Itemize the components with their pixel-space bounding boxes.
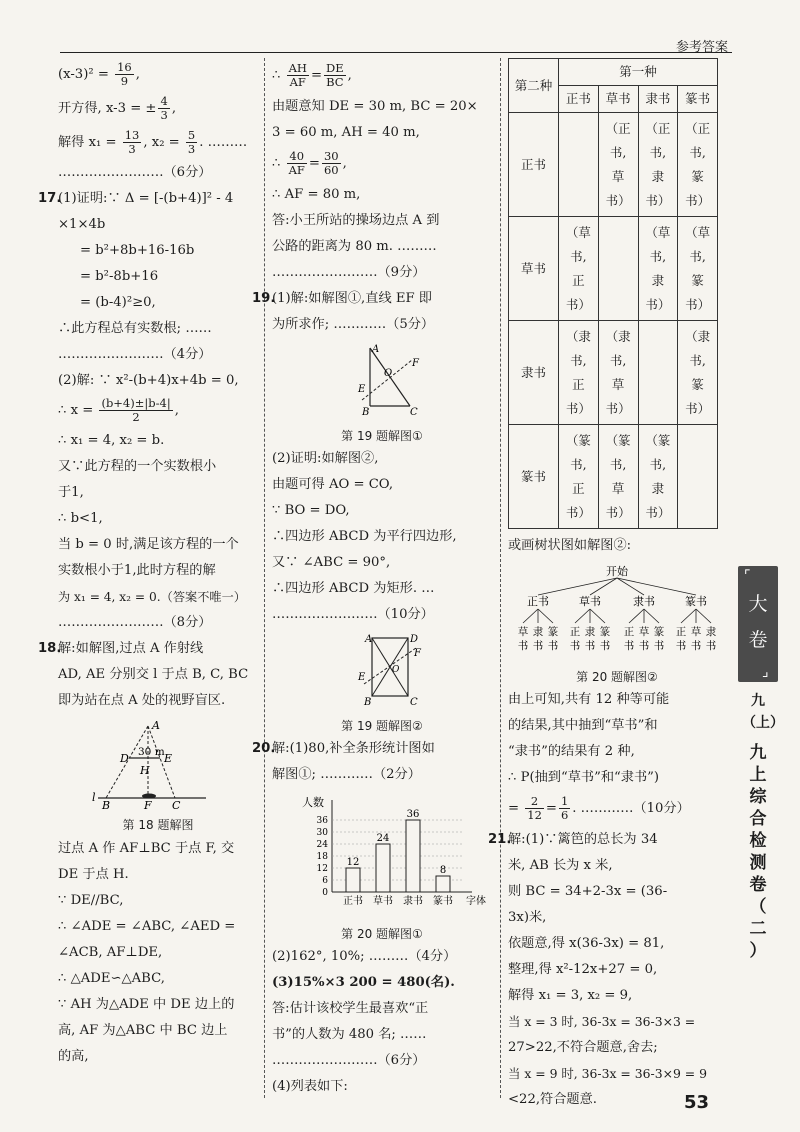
- text-line: ∵ AH 为△ADE 中 DE 边上的: [58, 997, 235, 1012]
- side-title-char: 测: [749, 853, 767, 873]
- text-line: ×1×4b: [58, 217, 106, 232]
- y-tick-label: 12: [316, 864, 328, 874]
- tree-leaf: 书: [638, 640, 650, 652]
- point-label: E: [358, 672, 366, 683]
- bar-value-label: 36: [406, 809, 420, 820]
- tree-leaf: 正: [675, 626, 687, 638]
- y-axis-label: 人数: [302, 796, 324, 809]
- table-cell: （隶 书, 草 书）: [598, 321, 638, 425]
- table-cell: [598, 217, 638, 321]
- table-cell: （篆 书, 隶 书）: [638, 425, 678, 529]
- tree-branch: [575, 609, 590, 623]
- point-label: D: [120, 752, 129, 765]
- tree-root: 开始: [606, 565, 628, 578]
- text-line: 3 = 60 m, AH = 40 m,: [272, 125, 420, 140]
- y-tick-label: 36: [316, 816, 328, 826]
- text-line: (2)证明:如解图②,: [272, 451, 379, 466]
- table-cell: （正 书, 隶 书）: [638, 113, 678, 217]
- q20-chart: [272, 792, 492, 942]
- text-line: 由题可得 AO = CO,: [272, 477, 394, 492]
- eq-line: (x-3)² = $\frac{16}{9}$ ,: [58, 60, 140, 88]
- point-label: B: [362, 407, 370, 418]
- bar: [436, 876, 450, 892]
- text-line: 又∵此方程的一个实数根小: [58, 459, 217, 474]
- tree-leaf: 书: [690, 640, 702, 652]
- text-line: (4)列表如下:: [272, 1079, 348, 1094]
- measure-label: 30 m: [138, 746, 165, 758]
- q21-line: 21.解:(1)∵篱笆的总长为 34: [508, 827, 726, 853]
- side-title-char: 二: [749, 919, 767, 939]
- text-line: 的高,: [58, 1049, 89, 1064]
- side-title-char: 九: [749, 743, 767, 763]
- table-cell: （草 书, 隶 书）: [638, 217, 678, 321]
- text-line: (2)解: ∵ x²-(b+4)x+4b = 0,: [58, 373, 239, 388]
- y-tick-label: 30: [316, 828, 328, 838]
- bar-value-label: 12: [346, 857, 360, 868]
- q19-diagram-1: [272, 342, 492, 418]
- text-line: 3x)米,: [508, 910, 547, 925]
- tree-leaf: 书: [532, 640, 544, 652]
- tree-branch: [696, 609, 711, 623]
- table-cell: （隶 书, 篆 书）: [678, 321, 718, 425]
- bar: [376, 844, 390, 892]
- tree-leaf: 书: [705, 640, 717, 652]
- tree-branch: [617, 578, 696, 595]
- header-cell: 隶书: [638, 86, 678, 113]
- score-line: ……………………（8分）: [58, 615, 212, 630]
- tree-leaf: 草: [517, 626, 529, 638]
- text-line: ∠ACB, AF⊥DE,: [58, 945, 163, 960]
- table-cell: [638, 321, 678, 425]
- question-number: 17.: [38, 191, 62, 206]
- text-line: ∴ x₁ = 4, x₂ = b.: [58, 433, 165, 448]
- text-line: 即为站在点 A 处的视野盲区.: [58, 693, 226, 708]
- tree-figure: [508, 563, 726, 685]
- header-cell: 草书: [598, 86, 638, 113]
- score-line: (2)162°, 10%; ………（4分）: [272, 949, 457, 964]
- side-title-char: 上: [749, 765, 767, 785]
- table-cell: （草 书, 篆 书）: [678, 217, 718, 321]
- column-3: [488, 58, 726, 1113]
- table-cell: （篆 书, 正 书）: [559, 425, 599, 529]
- point-label: E: [164, 752, 173, 765]
- score-line: ……………………（4分）: [58, 347, 212, 362]
- x-axis-label: 字体: [466, 896, 486, 907]
- tree-leaf: 书: [584, 640, 596, 652]
- table-cell: [559, 113, 599, 217]
- text-line: ∴此方程总有实数根; ……: [58, 321, 212, 336]
- tree-branch: [590, 609, 605, 623]
- text-line: 的结果,其中抽到“草书”和: [508, 718, 658, 733]
- figure-caption: 第 18 题解图: [122, 818, 194, 832]
- text-line: (3)15%×3 200 = 480(名).: [272, 975, 455, 990]
- q19-diagram-2: [272, 632, 492, 708]
- text-line: 于1,: [58, 485, 84, 500]
- tree-leaf: 草: [690, 626, 702, 638]
- question-number: 21.: [488, 832, 512, 847]
- point-label: A: [372, 344, 380, 355]
- side-title-char: ）: [749, 941, 767, 961]
- text-line: 由上可知,共有 12 种等可能: [508, 692, 670, 707]
- q19-line: 19.(1)解:如解图①,直线 EF 即: [272, 286, 492, 312]
- point-label: O: [384, 368, 393, 379]
- tree-leaf: 书: [547, 640, 559, 652]
- tree-leaf: 隶: [532, 626, 544, 638]
- text-line: 公路的距离为 80 m. ………: [272, 239, 437, 254]
- tree-branch: [538, 609, 553, 623]
- tree-leaf: 隶: [584, 626, 596, 638]
- row-label: 正书: [509, 113, 559, 217]
- text-line: DE 于点 H.: [58, 867, 129, 882]
- q17-line: 17.(1)证明:∵ Δ = [-(b+4)]² - 4: [58, 186, 258, 212]
- eq-line: ∴ $\frac{40}{AF}$ = $\frac{30}{60}$ ,: [272, 149, 347, 177]
- tree-leaf: 书: [675, 640, 687, 652]
- tree-branch: [681, 609, 696, 623]
- column-divider-1: [264, 58, 265, 1098]
- header-label: 参考答案: [675, 40, 728, 55]
- text-line: = b²-8b+16: [80, 269, 159, 284]
- tree-leaf: 书: [599, 640, 611, 652]
- tree-leaf: 书: [653, 640, 665, 652]
- tree-leaf: 篆: [599, 626, 611, 638]
- text-line: <22,符合题意.: [508, 1092, 597, 1107]
- x-tick-label: 正书: [343, 896, 363, 907]
- fraction: $\frac{16}{9}$: [117, 60, 132, 88]
- score-line: ……………………（9分）: [272, 265, 426, 280]
- column-1: [38, 58, 258, 1070]
- text-line: ∴ AF = 80 m,: [272, 187, 361, 202]
- text-line: 为 x₁ = 4, x₂ = 0.（答案不唯一）: [58, 590, 246, 604]
- side-title-char: 合: [749, 809, 767, 829]
- side-title: [742, 690, 784, 962]
- text-line: 米, AB 长为 x 米,: [508, 858, 613, 873]
- text-line: “隶书”的结果有 2 种,: [508, 744, 635, 759]
- score-line: ……………………（10分）: [272, 607, 434, 622]
- bar: [346, 868, 360, 892]
- y-tick-label: 6: [322, 876, 328, 886]
- point-label: A: [152, 719, 160, 732]
- point-label: C: [410, 407, 418, 418]
- tree-leaf: 书: [569, 640, 581, 652]
- grade-label: 九（上）: [742, 693, 784, 731]
- text-line: ∴ P(抽到“草书”和“隶书”): [508, 770, 660, 785]
- eq-line: = $\frac{2}{12}$ = $\frac{1}{6}$ . …………（10分）: [508, 794, 690, 822]
- text-line: 整理,得 x²-12x+27 = 0,: [508, 962, 658, 977]
- text-line: 又∵ ∠ABC = 90°,: [272, 555, 391, 570]
- column-divider-2: [500, 58, 501, 1098]
- tree-branch: [629, 609, 644, 623]
- row-label: 篆书: [509, 425, 559, 529]
- q19-figure-2: [272, 632, 492, 734]
- tree-leaf: 书: [623, 640, 635, 652]
- table-row: [509, 425, 718, 529]
- tree-node: 隶书: [633, 595, 655, 608]
- y-tick-label: 18: [316, 852, 328, 862]
- tree-leaf: 隶: [705, 626, 717, 638]
- point-label: B: [102, 799, 111, 810]
- q18-diagram: [58, 718, 258, 810]
- header-cell: 篆书: [678, 86, 718, 113]
- figure-caption: 第 20 题解图②: [576, 670, 658, 684]
- text-line: 27>22,不符合题意,舍去;: [508, 1040, 658, 1055]
- text-line: 高, AF 为△ABC 中 BC 边上: [58, 1023, 228, 1038]
- text-line: 解图①; …………（2分）: [272, 767, 421, 782]
- tree-leaf: 正: [569, 626, 581, 638]
- table-cell: （草 书, 正 书）: [559, 217, 599, 321]
- text-line: 过点 A 作 AF⊥BC 于点 F, 交: [58, 841, 235, 856]
- text-line: 答:小王所站的操场边点 A 到: [272, 213, 440, 228]
- table-row: [509, 217, 718, 321]
- text-line: 当 x = 3 时, 36-3x = 36-3×3 =: [508, 1014, 696, 1029]
- eq-line: 解得 x₁ = $\frac{13}{3}$ , x₂ = $\frac{5}{3}$ . ………: [58, 128, 248, 156]
- text-line: = (b-4)²≥0,: [80, 295, 156, 310]
- text-line: 由题意知 DE = 30 m, BC = 20×: [272, 99, 478, 114]
- question-number: 19.: [252, 291, 276, 306]
- text-line: ∴ b<1,: [58, 511, 103, 526]
- page-number: 53: [684, 1092, 710, 1113]
- side-tab-text: 大 卷: [748, 593, 768, 651]
- eq-line: ∴ $\frac{AH}{AF}$ = $\frac{DE}{BC}$ ,: [272, 61, 352, 89]
- row-label: 隶书: [509, 321, 559, 425]
- y-tick-label: 24: [316, 840, 328, 850]
- side-title-char: 综: [749, 787, 767, 807]
- text-line: AD, AE 分别交 l 于点 B, C, BC: [58, 667, 249, 682]
- header-cell: 正书: [559, 86, 599, 113]
- q18-figure: [58, 718, 258, 834]
- score-line: ……………………（6分）: [272, 1053, 426, 1068]
- eq-line: ∴ x = $\frac{(b+4)\pm|b-4|}{2}$ ,: [58, 396, 179, 424]
- text-line: 答:估计该校学生最喜欢“正: [272, 1001, 429, 1016]
- table-cell: （隶 书, 正 书）: [559, 321, 599, 425]
- table-cell: [678, 425, 718, 529]
- text-line: 当 x = 9 时, 36-3x = 36-3×9 = 9: [508, 1066, 707, 1081]
- eq-line: 开方得, x-3 = ± $\frac{4}{3}$ ,: [58, 94, 177, 122]
- bar-value-label: 24: [376, 833, 390, 844]
- header-rule: [60, 52, 732, 53]
- text-line: ∴四边形 ABCD 为矩形. …: [272, 581, 435, 596]
- bar: [406, 820, 420, 892]
- text-line: ∴ △ADE∽△ABC,: [58, 971, 165, 986]
- point-label: l: [92, 791, 96, 804]
- figure-caption: 第 20 题解图①: [341, 927, 423, 941]
- tree-branch: [538, 578, 617, 595]
- text-line: ∴四边形 ABCD 为平行四边形,: [272, 529, 457, 544]
- point-label: F: [144, 799, 152, 810]
- point-label: E: [358, 384, 366, 395]
- table-cell: （正 书, 篆 书）: [678, 113, 718, 217]
- table-row: [509, 321, 718, 425]
- x-tick-label: 草书: [373, 896, 393, 907]
- tree-node: 正书: [527, 595, 549, 608]
- tree-branch: [644, 609, 659, 623]
- tree-branch: [523, 609, 538, 623]
- figure-caption: 第 19 题解图②: [341, 719, 423, 733]
- point-label: C: [172, 799, 181, 810]
- point-label: O: [392, 665, 400, 675]
- side-title-char: 检: [749, 831, 767, 851]
- table-row: [509, 113, 718, 217]
- table-header-row: [509, 59, 718, 86]
- text-line: 为所求作; …………（5分）: [272, 317, 435, 332]
- point-label: H: [140, 764, 150, 777]
- point-label: B: [364, 697, 372, 708]
- tree-diagram: [508, 563, 726, 659]
- text-line: ∵ BO = DO,: [272, 503, 350, 518]
- text-line: ∴ ∠ADE = ∠ABC, ∠AED =: [58, 919, 236, 934]
- question-number: 20.: [252, 741, 276, 756]
- tree-leaf: 篆: [653, 626, 665, 638]
- text-line: 当 b = 0 时,满足该方程的一个: [58, 537, 239, 552]
- side-tab: [738, 566, 778, 682]
- text-line: 或画树状图如解图②:: [508, 538, 632, 553]
- q19-figure-1: [272, 342, 492, 444]
- text-line: 依题意,得 x(36-3x) = 81,: [508, 936, 665, 951]
- tree-leaf: 正: [623, 626, 635, 638]
- outcome-table: [508, 58, 718, 529]
- text-line: ∵ DE//BC,: [58, 893, 124, 908]
- side-title-char: 卷: [749, 875, 767, 895]
- score-line: ……………………（6分）: [58, 165, 212, 180]
- text-line: = b²+8b+16-16b: [80, 243, 195, 258]
- point-label: C: [410, 697, 418, 708]
- bracket-icon: ⌜: [744, 568, 751, 584]
- corner-cell: 第二种: [509, 59, 559, 113]
- bar-value-label: 8: [439, 865, 447, 876]
- tree-leaf: 书: [517, 640, 529, 652]
- tree-node: 篆书: [685, 595, 707, 608]
- figure-caption: 第 19 题解图①: [341, 429, 423, 443]
- tree-node: 草书: [579, 595, 601, 608]
- tree-leaf: 草: [638, 626, 650, 638]
- bracket-icon: ⌟: [762, 664, 769, 680]
- tree-leaf: 篆: [547, 626, 559, 638]
- y-tick-label: 0: [322, 888, 328, 898]
- point-label: D: [410, 634, 419, 645]
- table-cell: （篆 书, 草 书）: [598, 425, 638, 529]
- x-tick-label: 篆书: [433, 896, 453, 907]
- side-title-char: （: [749, 897, 767, 917]
- text-line: 实数根小于1,此时方程的解: [58, 563, 216, 578]
- bar-chart: [272, 792, 492, 916]
- text-line: 书”的人数为 480 名; ……: [272, 1027, 427, 1042]
- row-label: 草书: [509, 217, 559, 321]
- point-label: A: [365, 634, 373, 645]
- text-line: 则 BC = 34+2-3x = (36-: [508, 884, 668, 899]
- header-cell: 第一种: [559, 59, 718, 86]
- fraction: $\frac{4}{3}$: [160, 94, 168, 122]
- column-2: [252, 58, 492, 1100]
- q18-line: 18.解:如解图,过点 A 作射线: [58, 636, 258, 662]
- table-cell: （正 书, 草 书）: [598, 113, 638, 217]
- text-line: 解得 x₁ = 3, x₂ = 9,: [508, 988, 633, 1003]
- point-label: F: [412, 358, 419, 369]
- q20-line: 20.解:(1)80,补全条形统计图如: [272, 736, 492, 762]
- point-label: F: [414, 648, 421, 659]
- question-number: 18.: [38, 641, 62, 656]
- x-tick-label: 隶书: [403, 896, 423, 907]
